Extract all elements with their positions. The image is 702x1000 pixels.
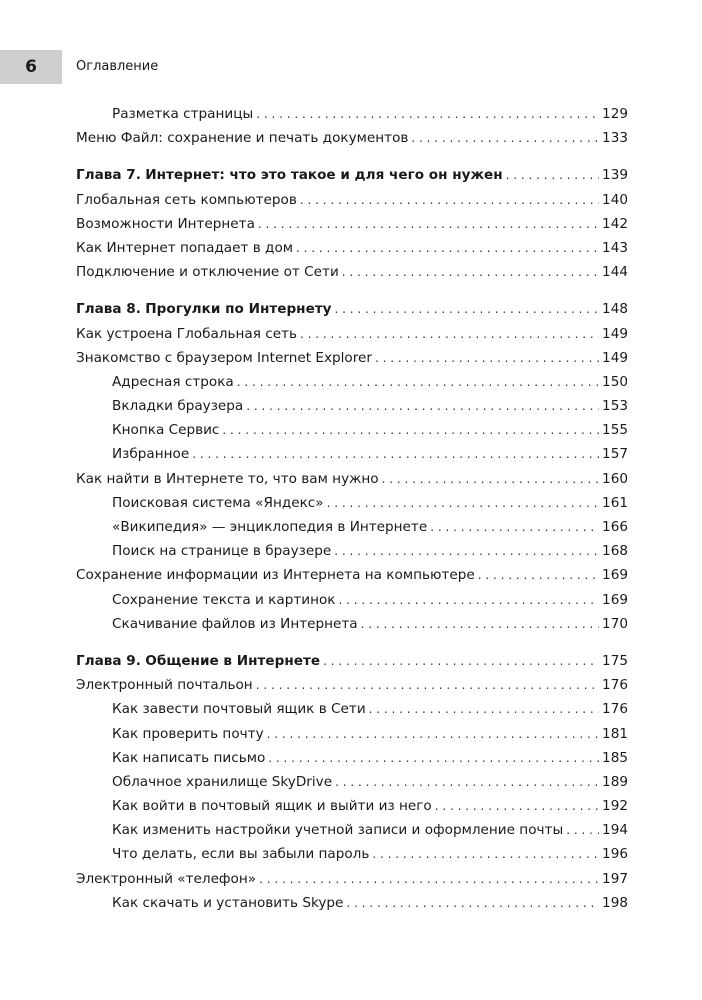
toc-entry-title: Поисковая система «Яндекс»: [112, 494, 324, 511]
chapter-label: Глава 7.: [76, 167, 141, 184]
toc-entry-title: Глобальная сеть компьютеров: [76, 191, 297, 208]
toc-page-number: 192: [602, 798, 628, 815]
toc-page-number: 169: [602, 591, 628, 608]
toc-entry: [76, 212, 628, 236]
toc-page-number: 194: [602, 822, 628, 839]
toc-entry: [76, 588, 628, 612]
table-of-contents: [76, 102, 628, 915]
toc-page-number: 155: [602, 422, 628, 439]
dot-leader: [335, 770, 599, 794]
toc-entry: [76, 442, 628, 466]
toc-entry-title: Как войти в почтовый ящик и выйти из него: [112, 798, 432, 815]
dot-leader: [267, 722, 599, 746]
toc-page-number: 142: [602, 215, 628, 232]
toc-page-number: 157: [602, 446, 628, 463]
dot-leader: [256, 102, 599, 126]
chapter-title: Прогулки по Интернету: [145, 301, 332, 318]
dot-leader: [361, 612, 599, 636]
dot-leader: [323, 649, 599, 673]
toc-page-number: 150: [602, 373, 628, 390]
toc-page-number: 175: [602, 652, 628, 669]
toc-page-number: 169: [602, 567, 628, 584]
toc-page-number: 176: [602, 677, 628, 694]
toc-page-number: 189: [602, 773, 628, 790]
dot-leader: [300, 322, 599, 346]
toc-entry-title: Возможности Интернета: [76, 215, 255, 232]
toc-entry: [76, 722, 628, 746]
toc-entry-title: Скачивание файлов из Интернета: [112, 615, 358, 632]
toc-entry-title: Как написать письмо: [112, 749, 266, 766]
dot-leader: [334, 539, 599, 563]
toc-entry: [76, 770, 628, 794]
dot-leader: [506, 163, 599, 187]
dot-leader: [411, 126, 599, 150]
toc-entry-title: Как найти в Интернете то, что вам нужно: [76, 470, 379, 487]
dot-leader: [296, 236, 599, 260]
toc-entry-title: Поиск на странице в браузере: [112, 543, 332, 560]
dot-leader: [192, 442, 599, 466]
dot-leader: [382, 467, 599, 491]
toc-entry-title: Как устроена Глобальная сеть: [76, 325, 297, 342]
toc-entry: [76, 394, 628, 418]
toc-entry: [76, 102, 628, 126]
toc-entry: [76, 418, 628, 442]
toc-entry: [76, 260, 628, 284]
toc-entry-title: Электронный «телефон»: [76, 870, 257, 887]
toc-entry: [76, 673, 628, 697]
toc-entry: [76, 818, 628, 842]
toc-entry-title: Вкладки браузера: [112, 398, 244, 415]
toc-page-number: 185: [602, 749, 628, 766]
toc-chapter-entry: [76, 163, 628, 187]
toc-entry-title: «Википедия» — энциклопедия в Интернете: [112, 519, 428, 535]
dot-leader: [327, 491, 599, 515]
toc-entry: [76, 126, 628, 150]
toc-entry-title: [76, 163, 503, 187]
running-title: Оглавление: [76, 59, 159, 74]
toc-entry: [76, 322, 628, 346]
dot-leader: [369, 697, 599, 721]
toc-page-number: 197: [602, 870, 628, 887]
dot-leader: [335, 297, 600, 321]
toc-entry-title: Кнопка Сервис: [112, 422, 220, 439]
toc-entry-title: Сохранение информации из Интернета на компьютере: [76, 567, 475, 584]
dot-leader: [256, 673, 599, 697]
dot-leader: [300, 188, 599, 212]
toc-page-number: 176: [602, 701, 628, 718]
toc-entry: [76, 563, 628, 587]
chapter-label: Глава 9.: [76, 652, 141, 669]
toc-page-number: 144: [602, 264, 628, 281]
dot-leader: [222, 418, 599, 442]
toc-entry: [76, 612, 628, 636]
toc-entry-title: Электронный почтальон: [76, 677, 253, 694]
toc-page-number: 140: [602, 191, 628, 208]
toc-entry-title: Облачное хранилище SkyDrive: [112, 773, 333, 790]
toc-entry-title: [76, 297, 332, 321]
toc-entry: [76, 515, 628, 539]
dot-leader: [566, 818, 599, 842]
toc-page-number: 181: [602, 725, 628, 742]
toc-entry-title: Подключение и отключение от Сети: [76, 264, 339, 281]
toc-entry: [76, 867, 628, 891]
toc-entry-title: Сохранение текста и картинок: [112, 591, 336, 608]
toc-entry-title: Как скачать и установить Skype: [112, 894, 344, 911]
dot-leader: [430, 515, 599, 539]
toc-entry: [76, 236, 628, 260]
toc-page-number: 161: [602, 494, 628, 511]
toc-entry-title: Меню Файл: сохранение и печать документов: [76, 130, 409, 147]
dot-leader: [246, 394, 599, 418]
chapter-title: Интернет: что это такое и для чего он нужен: [145, 167, 503, 184]
toc-page-number: 160: [602, 470, 628, 487]
chapter-label: Глава 8.: [76, 301, 141, 318]
toc-entry: [76, 188, 628, 212]
toc-entry-title: Адресная строка: [112, 373, 234, 390]
toc-entry-title: Как Интернет попадает в дом: [76, 239, 294, 256]
dot-leader: [259, 867, 599, 891]
toc-entry-title: Знакомство с браузером Internet Explorer: [76, 349, 372, 366]
toc-entry: [76, 746, 628, 770]
page-number: 6: [0, 50, 62, 84]
dot-leader: [237, 370, 599, 394]
dot-leader: [339, 588, 600, 612]
toc-entry-title: Избранное: [112, 446, 190, 463]
dot-leader: [342, 260, 599, 284]
toc-page-number: 153: [602, 398, 628, 415]
toc-entry-title: Как изменить настройки учетной записи и оформление почты: [112, 822, 564, 839]
toc-entry: [76, 539, 628, 563]
toc-page-number: 196: [602, 846, 628, 863]
toc-entry: [76, 794, 628, 818]
toc-chapter-entry: [76, 297, 628, 321]
toc-page-number: 198: [602, 894, 628, 911]
toc-entry-title: Как завести почтовый ящик в Сети: [112, 701, 366, 718]
chapter-title: Общение в Интернете: [145, 652, 321, 669]
toc-chapter-entry: [76, 649, 628, 673]
dot-leader: [268, 746, 599, 770]
dot-leader: [346, 891, 599, 915]
dot-leader: [375, 346, 599, 370]
toc-entry-title: Разметка страницы: [112, 106, 254, 122]
toc-page-number: 148: [602, 301, 628, 318]
toc-entry-title: Как проверить почту: [112, 725, 264, 742]
toc-page-number: 170: [602, 615, 628, 632]
toc-page-number: 168: [602, 543, 628, 560]
toc-entry: [76, 842, 628, 866]
toc-entry: [76, 370, 628, 394]
dot-leader: [372, 842, 599, 866]
toc-page-number: 139: [602, 167, 628, 184]
toc-page-number: 166: [602, 519, 628, 535]
toc-entry-title: [76, 649, 320, 673]
toc-entry: [76, 346, 628, 370]
toc-entry: [76, 697, 628, 721]
dot-leader: [478, 563, 599, 587]
toc-page-number: 129: [602, 106, 628, 122]
toc-entry: [76, 891, 628, 915]
toc-page-number: 149: [602, 349, 628, 366]
toc-entry: [76, 491, 628, 515]
toc-page-number: 133: [602, 130, 628, 147]
toc-page-number: 143: [602, 239, 628, 256]
toc-page-number: 149: [602, 325, 628, 342]
dot-leader: [258, 212, 599, 236]
toc-entry: [76, 467, 628, 491]
dot-leader: [435, 794, 599, 818]
toc-entry-title: Что делать, если вы забыли пароль: [112, 846, 370, 863]
